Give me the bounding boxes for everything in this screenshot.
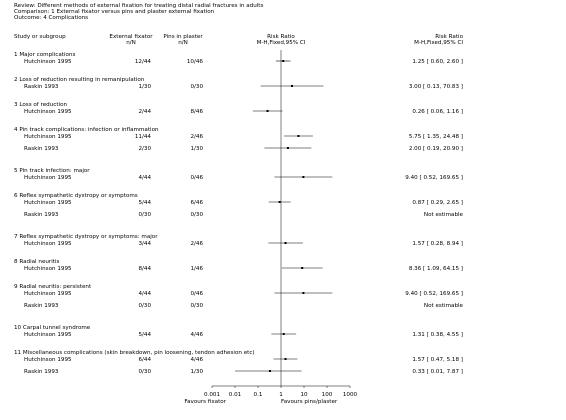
risk-ratio-text: 1.57 [ 0.47, 5.18 ] xyxy=(412,357,463,363)
group2-events: 2/46 xyxy=(190,134,203,140)
risk-ratio-text: 0.26 [ 0.06, 1.16 ] xyxy=(412,109,463,115)
study-name: Hutchinson 1995 xyxy=(24,134,72,140)
group1-events: 12/44 xyxy=(134,59,151,65)
risk-ratio-text: Not estimable xyxy=(423,303,463,309)
risk-ratio-text: 9.40 [ 0.52, 169.65 ] xyxy=(405,291,463,297)
group2-events: 6/46 xyxy=(190,200,203,206)
group1-events: 0/30 xyxy=(138,303,151,309)
group2-events: 4/46 xyxy=(190,357,203,363)
subgroup-title: 5 Pin track infection: major xyxy=(14,168,90,174)
x-tick-label: 0.01 xyxy=(228,392,242,398)
risk-ratio-text: 5.75 [ 1.35, 24.48 ] xyxy=(408,134,463,140)
risk-ratio-text: 8.36 [ 1.09, 64.15 ] xyxy=(408,266,463,272)
col-group1-header: External fixator xyxy=(109,34,153,40)
group2-events: 0/30 xyxy=(190,212,203,218)
point-estimate xyxy=(285,242,287,244)
subgroup-title: 9 Radial neuritis: persistent xyxy=(14,284,92,290)
favours-right-label: Favours pins/plaster xyxy=(281,399,338,405)
group1-events: 8/44 xyxy=(138,266,151,272)
subgroup-title: 3 Loss of reduction xyxy=(14,102,68,108)
subgroup-title: 2 Loss of reduction resulting in remanipulation xyxy=(14,77,145,83)
subgroup-title: 10 Carpal tunnel syndrome xyxy=(14,325,91,331)
group1-events: 3/44 xyxy=(138,241,151,247)
group1-events: 1/30 xyxy=(138,84,151,90)
group1-events: 2/44 xyxy=(138,109,151,115)
point-estimate xyxy=(297,135,299,137)
group1-events: 2/30 xyxy=(138,146,151,152)
group1-events: 4/44 xyxy=(138,175,151,181)
comparison-title: Comparison: 1 External fixator versus pins and plaster external fixation xyxy=(14,9,215,15)
study-name: Hutchinson 1995 xyxy=(24,200,72,206)
col-rr-text-header: Risk Ratio xyxy=(435,34,463,40)
point-estimate xyxy=(282,60,284,62)
point-estimate xyxy=(269,370,271,372)
group1-events: 5/44 xyxy=(138,332,151,338)
subgroup-title: 11 Miscellaneous complications (skin breakdown, pin loosening, tendon adhesion etc) xyxy=(14,350,255,356)
col-study-header: Study or subgroup xyxy=(14,34,66,40)
risk-ratio-text: 1.25 [ 0.60, 2.60 ] xyxy=(412,59,463,65)
col-group1-sub: n/N xyxy=(126,40,136,46)
review-title: Review: Different methods of external fixation for treating distal radial fractures in adults xyxy=(14,3,264,9)
group2-events: 0/30 xyxy=(190,84,203,90)
study-name: Hutchinson 1995 xyxy=(24,241,72,247)
study-name: Raskin 1993 xyxy=(24,146,59,152)
group1-events: 0/30 xyxy=(138,369,151,375)
study-name: Raskin 1993 xyxy=(24,84,59,90)
risk-ratio-text: 9.40 [ 0.52, 169.65 ] xyxy=(405,175,463,181)
point-estimate xyxy=(285,358,287,360)
risk-ratio-text: 0.87 [ 0.29, 2.65 ] xyxy=(412,200,463,206)
group1-events: 11/44 xyxy=(134,134,151,140)
risk-ratio-text: 3.00 [ 0.13, 70.83 ] xyxy=(408,84,463,90)
col-rr-text-sub: M-H,Fixed,95% CI xyxy=(414,40,463,46)
group2-events: 1/46 xyxy=(190,266,203,272)
point-estimate xyxy=(302,176,304,178)
study-name: Hutchinson 1995 xyxy=(24,291,72,297)
risk-ratio-text: 1.31 [ 0.38, 4.55 ] xyxy=(412,332,463,338)
study-name: Raskin 1993 xyxy=(24,369,59,375)
study-name: Hutchinson 1995 xyxy=(24,109,72,115)
subgroup-title: 6 Reflex sympathetic dystropy or symptoms xyxy=(14,193,138,199)
group1-events: 0/30 xyxy=(138,212,151,218)
subgroup-title: 7 Reflex sympathetic dystropy or symptoms: major xyxy=(14,234,158,240)
subgroup-title: 1 Major complications xyxy=(14,52,76,58)
group2-events: 0/46 xyxy=(190,175,203,181)
group2-events: 1/30 xyxy=(190,146,203,152)
group2-events: 1/30 xyxy=(190,369,203,375)
point-estimate xyxy=(301,267,303,269)
x-tick-label: 10 xyxy=(300,392,308,398)
x-tick-label: 1000 xyxy=(342,392,358,398)
point-estimate xyxy=(267,110,269,112)
group2-events: 0/46 xyxy=(190,291,203,297)
outcome-title: Outcome: 4 Complications xyxy=(14,15,89,21)
col-group2-header: Pins in plaster xyxy=(163,34,203,40)
risk-ratio-text: 0.33 [ 0.01, 7.87 ] xyxy=(412,369,463,375)
study-name: Raskin 1993 xyxy=(24,212,59,218)
group2-events: 8/46 xyxy=(190,109,203,115)
study-name: Hutchinson 1995 xyxy=(24,357,72,363)
study-name: Hutchinson 1995 xyxy=(24,266,72,272)
point-estimate xyxy=(291,85,293,87)
point-estimate xyxy=(302,292,304,294)
col-rr-plot-sub: M-H,Fixed,95% CI xyxy=(256,40,306,46)
col-group2-sub: n/N xyxy=(178,40,188,46)
x-tick-label: 0.1 xyxy=(253,392,263,398)
x-tick-label: 0.001 xyxy=(203,392,221,398)
col-rr-plot-header: Risk Ratio xyxy=(267,34,295,40)
risk-ratio-text: Not estimable xyxy=(423,212,463,218)
study-name: Hutchinson 1995 xyxy=(24,175,72,181)
subgroup-title: 8 Radial neuritis xyxy=(14,259,60,265)
group1-events: 6/44 xyxy=(138,357,151,363)
study-name: Hutchinson 1995 xyxy=(24,332,72,338)
subgroup-title: 4 Pin track complications: infection or inflammation xyxy=(14,127,159,133)
point-estimate xyxy=(279,201,281,203)
group2-events: 10/46 xyxy=(186,59,203,65)
risk-ratio-text: 2.00 [ 0.19, 20.90 ] xyxy=(408,146,463,152)
study-name: Raskin 1993 xyxy=(24,303,59,309)
x-tick-label: 100 xyxy=(321,392,333,398)
group1-events: 5/44 xyxy=(138,200,151,206)
risk-ratio-text: 1.57 [ 0.28, 8.94 ] xyxy=(412,241,463,247)
group2-events: 2/46 xyxy=(190,241,203,247)
point-estimate xyxy=(283,333,285,335)
group2-events: 0/30 xyxy=(190,303,203,309)
study-name: Hutchinson 1995 xyxy=(24,59,72,65)
x-tick-label: 1 xyxy=(279,392,283,398)
group1-events: 4/44 xyxy=(138,291,151,297)
group2-events: 4/46 xyxy=(190,332,203,338)
favours-left-label: Favours fixator xyxy=(184,399,226,405)
point-estimate xyxy=(287,147,289,149)
